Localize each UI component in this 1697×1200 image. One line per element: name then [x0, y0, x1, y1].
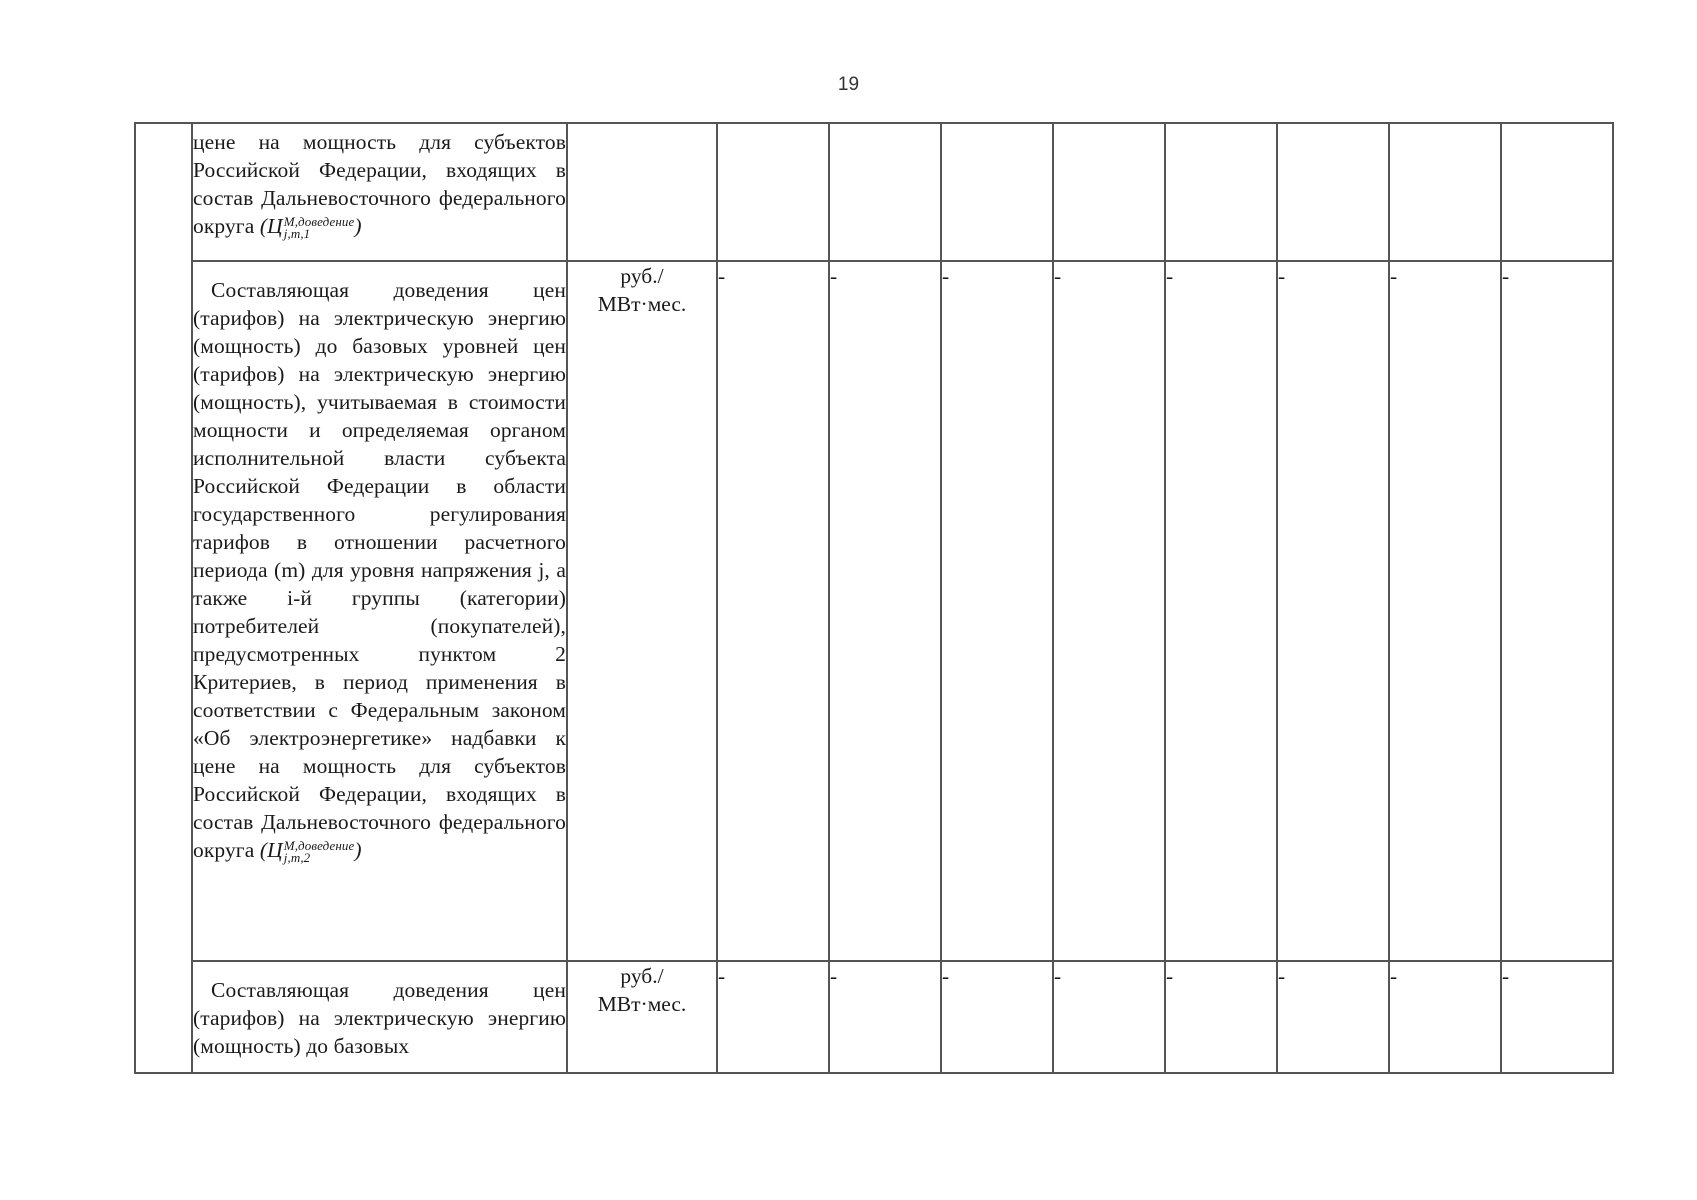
value-cell: - [1277, 261, 1389, 961]
row-number-cell [135, 123, 192, 1073]
row-unit: руб./ МВт·мес. [567, 261, 717, 961]
value-cell [941, 123, 1053, 261]
value-cell [829, 123, 941, 261]
value-cell [1389, 123, 1501, 261]
value-cell: - [941, 961, 1053, 1073]
value-cell: - [1389, 961, 1501, 1073]
tariff-table [134, 122, 1614, 1074]
table-row [135, 961, 1613, 1073]
value-cell: - [941, 261, 1053, 961]
table-row [135, 261, 1613, 961]
row-description [192, 123, 567, 261]
value-cell: - [1053, 261, 1165, 961]
row-description [192, 961, 567, 1073]
value-cell [1501, 123, 1613, 261]
formula-symbol: (Ц М,доведение j,m,2 ) [259, 838, 362, 866]
description-text: Составляющая доведения цен (тарифов) на электрическую энергию (мощность) до базовых [193, 978, 566, 1058]
value-cell: - [717, 961, 829, 1073]
value-cell: - [829, 261, 941, 961]
value-cell [1165, 123, 1277, 261]
value-cell [1277, 123, 1389, 261]
value-cell: - [1053, 961, 1165, 1073]
table-row [135, 123, 1613, 261]
description-text: Составляющая доведения цен (тарифов) на электрическую энергию (мощность) до базовых уровней цен (тарифов) на электрическую энергию (мощность), учитываемая в стоимости мощности и определяемая органом исполнительной власти субъекта Российской Федерации в области государственного регулирования тарифов в отношении расчетного периода (m) для уровня напряжения j, а также i-й группы (категории) потребителей (покупателей), предусмотренных пунктом 2 Критериев, в период применения в соответствии с Федеральным законом «Об электроэнергетике» надбавки к цене на мощность для субъектов Российской Федерации, входящих в состав Дальневосточного федерального округа [193, 278, 566, 862]
value-cell: - [1277, 961, 1389, 1073]
value-cell: - [829, 961, 941, 1073]
value-cell: - [1501, 961, 1613, 1073]
value-cell: - [1165, 261, 1277, 961]
value-cell [717, 123, 829, 261]
value-cell: - [717, 261, 829, 961]
row-unit: руб./ МВт·мес. [567, 961, 717, 1073]
row-description [192, 261, 567, 961]
value-cell: - [1501, 261, 1613, 961]
value-cell: - [1389, 261, 1501, 961]
row-unit [567, 123, 717, 261]
value-cell: - [1165, 961, 1277, 1073]
formula-symbol: (Ц М,доведение j,m,1 ) [259, 214, 362, 242]
page-number: 19 [837, 74, 860, 95]
value-cell [1053, 123, 1165, 261]
description-text: цене на мощность для субъектов Российской Федерации, входящих в состав Дальневосточного федерального округа [193, 130, 566, 238]
